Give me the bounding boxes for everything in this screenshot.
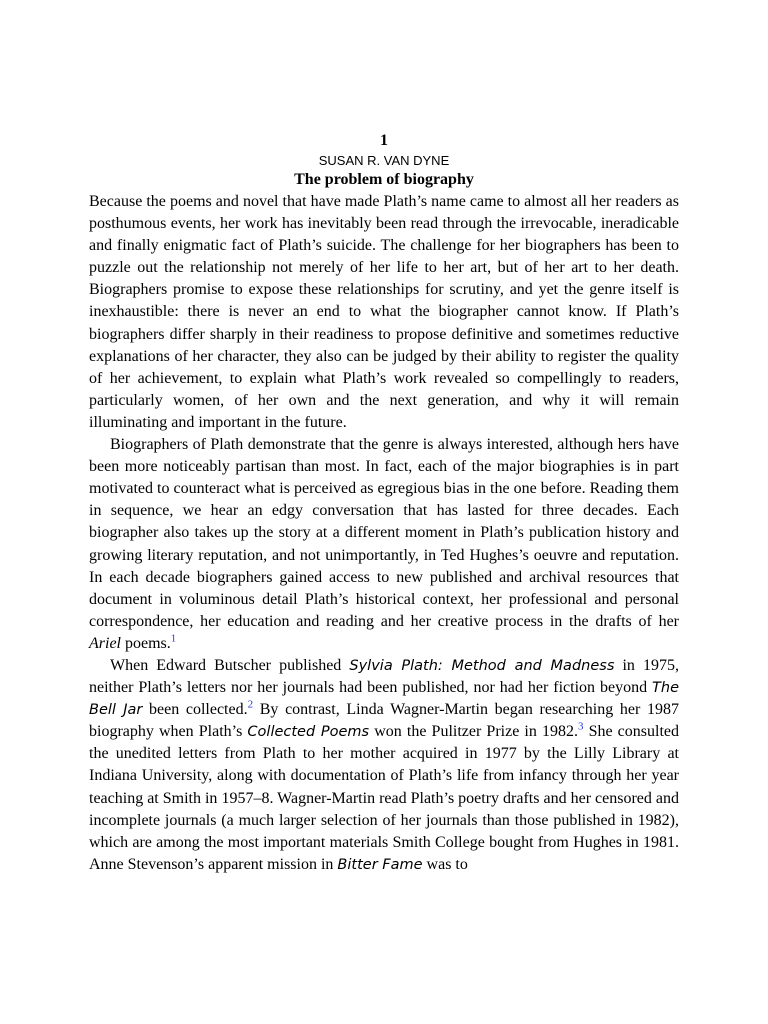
footnote-link-3[interactable]: 3 [577,720,584,733]
paragraph-3-italic-bitter-fame: Bitter Fame [337,856,423,873]
paragraph-3-italic-bell-jar: The Bell Jar [89,680,679,719]
paragraph-3 [89,655,679,876]
chapter-author: SUSAN R. VAN DYNE [318,153,450,168]
paragraph-3-text-e: won the Pulitzer Prize in 1982. [369,723,578,741]
paragraph-3-italic-collected-poems: Collected Poems [247,724,370,741]
chapter-title: The problem of biography [294,171,474,188]
paragraph-2-text-b: poems. [121,634,171,652]
paragraph-3-text-b: in 1975, neither Plath’s letters nor her journals had been published, nor had her fiction beyond [89,656,679,697]
paragraph-3-text-a: When Edward Butscher published [110,656,350,674]
body-text [89,191,679,876]
paragraph-3-text-c: been collected. [142,701,248,719]
paragraph-2 [89,434,679,655]
paragraph-3-italic-method-and-madness: Sylvia Plath: Method and Madness [349,657,615,674]
paragraph-3-text-g: was to [422,855,468,873]
paragraph-2-italic-ariel: Ariel [89,634,121,652]
paragraph-2-text-a: Biographers of Plath demonstrate that the genre is always interested, although hers have been more noticeably partisan than most. In fact, each of the major biographies is in part motivated to counteract what is perceived as egregious bias in the one before. Reading them in sequence, we hear an edgy conversation that has lasted for three decades. Each biographer also takes up the story at a different moment in Plath’s publication history and growing literary reputation, and not unimportantly, in Ted Hughes’s oeuvre and reputation. In each decade biographers gained access to new published and archival resources that document in voluminous detail Plath’s historical context, her professional and personal correspondence, her education and reading and her creative process in the drafts of her [89,436,679,630]
paragraph-3-text-f: She consulted the unedited letters from Plath to her mother acquired in 1977 by the Lilly Library at Indiana University, along with documentation of Plath’s life from infancy through her year teaching at Smith in 1957–8. Wagner-Martin read Plath’s poetry drafts and her censored and incomplete journals (a much larger selection of her journals than those published in 1982), which are among the most important materials Smith College bought from Hughes in 1981. Anne Stevenson’s apparent mission in [89,723,680,873]
paragraph-3-text-d: By contrast, Linda Wagner-Martin began researching her 1987 biography when Plath’s [89,701,679,741]
footnote-link-1[interactable]: 1 [170,632,177,645]
footnote-link-2[interactable]: 2 [247,698,254,711]
paragraph-1: Because the poems and novel that have made Plath’s name came to almost all her readers as posthumous events, her work has inevitably been read through the irrevocable, ineradicable and finally enigmatic fact of Plath’s suicide. The challenge for her biographers has been to puzzle out the relationship not merely of her life to her art, but of her art to her death. Biographers promise to expose these relationships for scrutiny, and yet the genre itself is inexhaustible: there is never an end to what the biographer cannot know. If Plath’s biographers differ sharply in their readiness to propose definitive and sometimes reductive explanations of her character, they also can be judged by their ability to register the quality of her achievement, to explain what Plath’s work revealed so compellingly to readers, particularly women, of her own and the next generation, and why it will remain illuminating and important in the future. [89,193,679,431]
chapter-number: 1 [380,132,388,149]
